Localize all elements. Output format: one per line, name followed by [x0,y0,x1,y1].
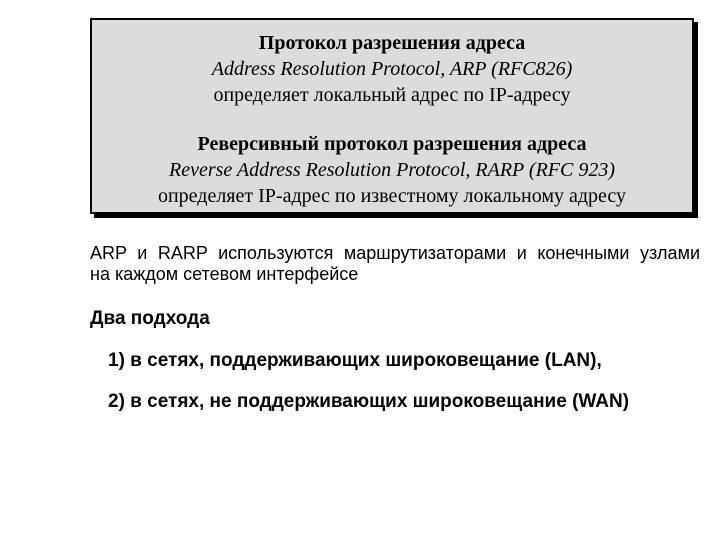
approach-item-2: 2) в сетях, не поддерживающих широковещание (WAN) [108,391,630,412]
approaches-heading: Два подхода [90,308,210,329]
rarp-description: определяет IP-адрес по известному локальному адресу [157,185,627,207]
arp-title: Протокол разрешения адреса [258,32,526,54]
body-line-2: на каждом сетевом интерфейсе [90,264,359,284]
approach-item-1: 1) в сетях, поддерживающих широковещание (LAN), [108,350,602,371]
body-line-1: ARP и RARP используются маршрутизаторами и конечными узлами [90,243,700,263]
arp-name: Address Resolution Protocol, ARP (RFC826) [211,58,573,80]
definition-box [90,18,694,214]
rarp-name: Reverse Address Resolution Protocol, RARP (RFC 923) [168,159,616,181]
arp-description: определяет локальный адрес по IP-адресу [213,84,571,106]
rarp-title: Реверсивный протокол разрешения адреса [197,133,587,155]
